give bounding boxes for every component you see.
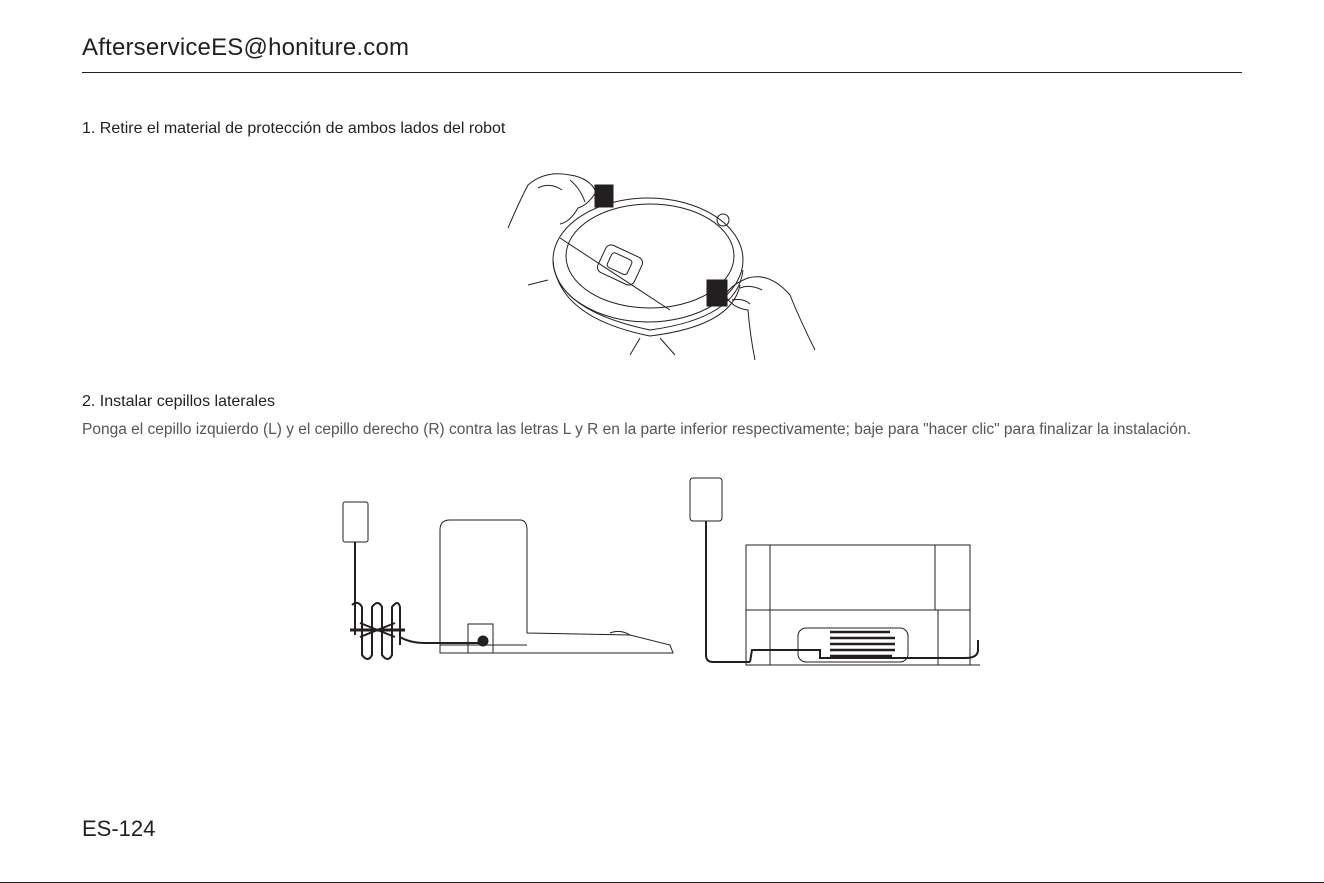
charging-base-side-view-illustration — [330, 495, 680, 675]
hand-left — [508, 174, 596, 228]
power-adapter — [690, 478, 722, 521]
charging-base-front-view-illustration — [680, 470, 990, 675]
power-adapter — [343, 502, 368, 542]
base-station-body — [440, 520, 673, 653]
protective-tab-left — [595, 185, 613, 207]
header-divider — [82, 72, 1242, 73]
step-2-instructions: Ponga el cepillo izquierdo (L) y el cepillo derecho (R) contra las letras L y R en la parte inferior respectivamente; baje para "hacer clic" para finalizar la instalación. — [82, 421, 1191, 438]
page-number: ES-124 — [82, 816, 156, 841]
robot-protective-material-illustration — [500, 160, 830, 370]
charging-grille — [830, 632, 895, 656]
base-station-front-body — [746, 545, 970, 665]
step-2-heading: 2. Instalar cepillos laterales — [82, 393, 275, 410]
header-email: AfterserviceES@honiture.com — [82, 34, 410, 61]
side-brush-left — [528, 280, 548, 285]
protective-tab-right — [707, 280, 727, 306]
robot-control-panel — [596, 243, 645, 287]
step-1-heading: 1. Retire el material de protección de ambos lados del robot — [82, 120, 506, 137]
side-brush-bottom — [630, 338, 675, 355]
